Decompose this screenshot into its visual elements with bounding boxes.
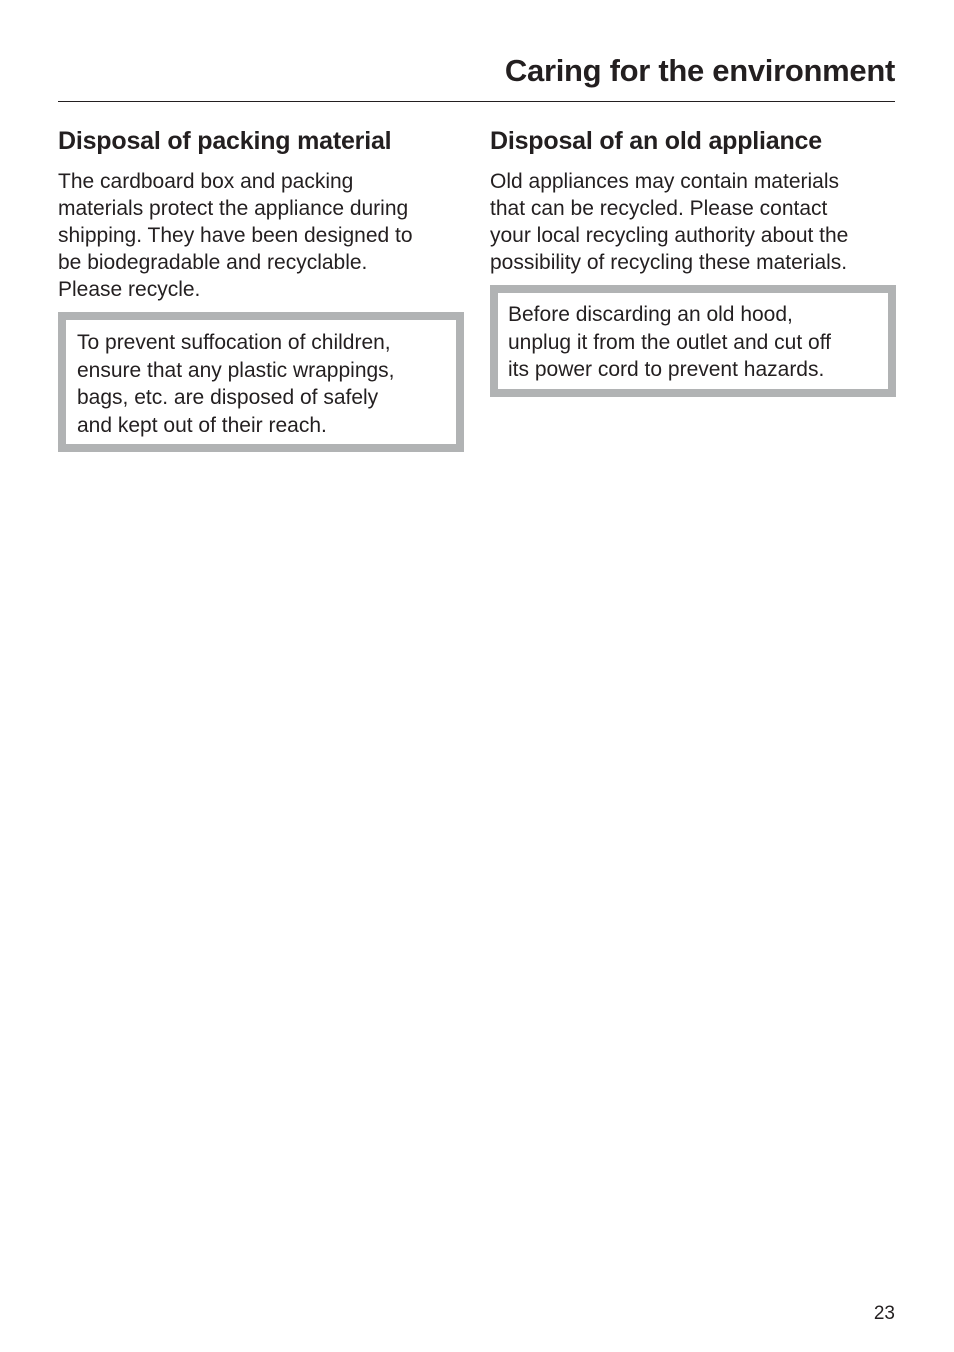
section-heading: Disposal of an old appliance (490, 127, 822, 155)
page-header (58, 52, 895, 102)
warning-text: To prevent suffocation of children, ensure that any plastic wrappings, bags, etc. are disposed of safely and kept out of their reach. (77, 331, 395, 437)
page-number: 23 (873, 1303, 895, 1324)
section-heading: Disposal of packing material (58, 127, 392, 155)
section-body: The cardboard box and packing materials protect the appliance during shipping. They have been designed to be biodegradable and recyclable. Please recycle. (58, 170, 413, 301)
section-old-appliance (490, 124, 896, 397)
warning-box (490, 285, 896, 397)
section-packing-material (58, 124, 464, 452)
warning-box (58, 312, 464, 452)
section-body: Old appliances may contain materials that can be recycled. Please contact your local recycling authority about the possibility of recycling these materials. (490, 170, 849, 274)
warning-text: Before discarding an old hood, unplug it from the outlet and cut off its power cord to prevent hazards. (508, 303, 831, 381)
page-title: Caring for the environment (504, 53, 895, 88)
